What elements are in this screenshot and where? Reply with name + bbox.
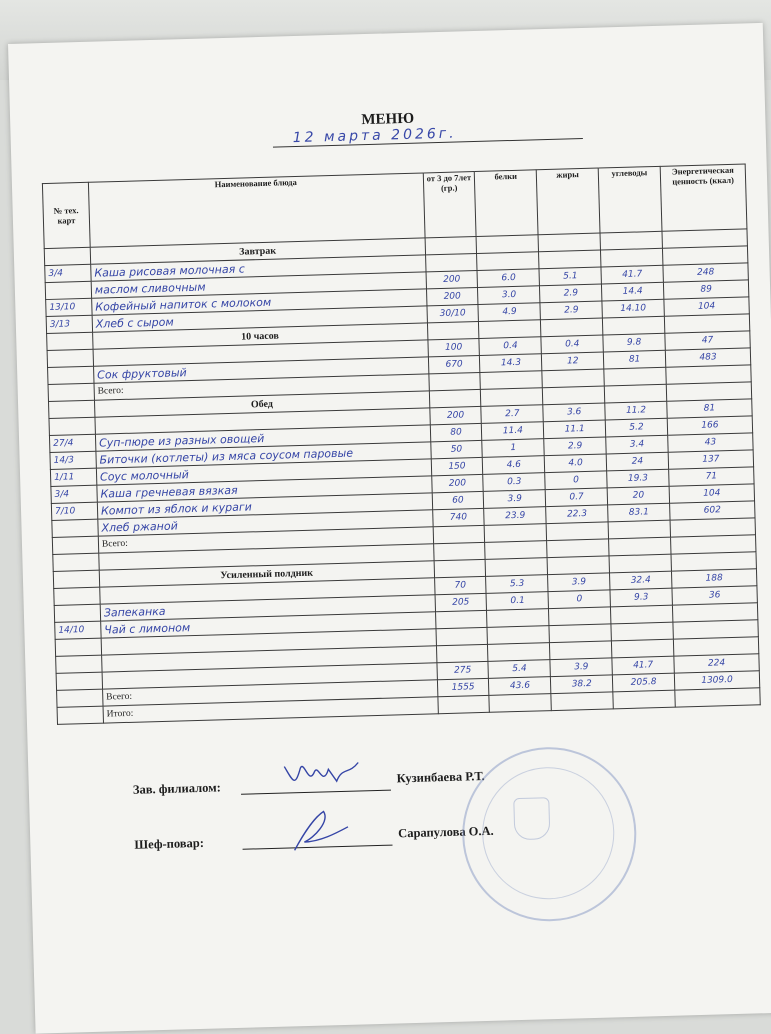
proteins-cell [485,541,547,560]
grams-cell [435,610,487,628]
carbs-cell [604,384,666,403]
carbs-cell: 11.2 [605,401,667,420]
card-no-cell [44,247,90,265]
head-label: Зав. филиалом: [132,780,222,797]
fats-cell [549,624,611,643]
card-no-cell [53,570,99,588]
carbs-cell: 83.1 [608,503,670,522]
head-name: Кузинбаева Р.Т. [396,768,485,786]
dish-name-cell: Всего: [94,374,429,400]
carbs-cell: 9.3 [610,588,672,607]
fats-cell: 38.2 [551,675,613,694]
card-no-cell: 3/4 [45,264,91,282]
carbs-cell [602,316,664,335]
energy-cell: 81 [667,399,752,418]
grams-cell [429,389,481,407]
menu-date: 12 марта 2026г. [273,122,583,148]
energy-cell: 89 [663,280,748,299]
page-title: МЕНЮ [361,110,415,129]
fats-cell: 0.7 [545,488,607,507]
grams-cell: 70 [434,576,486,594]
proteins-cell: 0.4 [479,337,541,356]
header-fats: жиры [536,168,600,235]
energy-cell: 137 [668,450,753,469]
grams-cell: 200 [426,270,478,288]
header-dish-name: Наименование блюда [88,173,424,247]
header-grams: от 3 до 7лет (гр.) [423,172,477,238]
grams-cell: 60 [432,491,484,509]
energy-cell: 483 [665,348,750,367]
fats-cell [547,539,609,558]
grams-cell: 50 [430,440,482,458]
dish-name-cell: Итого: [103,697,438,723]
proteins-cell: 43.6 [489,677,551,696]
proteins-cell: 6.0 [477,269,539,288]
dish-name-cell: Чай с лимоном [101,612,436,638]
fats-cell: 3.9 [550,658,612,677]
fats-cell: 2.9 [540,301,602,320]
fats-cell [549,607,611,626]
card-no-cell [56,655,102,673]
dish-name-cell: Компот из яблок и кураги [97,493,432,519]
proteins-cell: 2.7 [481,405,543,424]
card-no-cell: 13/10 [46,298,92,316]
card-no-cell [47,349,93,367]
grams-cell: 200 [431,474,483,492]
proteins-cell: 1 [482,439,544,458]
grams-cell [425,253,477,271]
card-no-cell: 3/13 [46,315,92,333]
dish-name-cell: Соус молочный [96,459,431,485]
section-title: Завтрак [90,238,425,264]
dish-name-cell: Сок фруктовый [93,357,428,383]
fats-cell [547,556,609,575]
card-no-cell: 1/11 [50,468,96,486]
fats-cell [550,641,612,660]
grams-cell: 740 [432,508,484,526]
fats-cell [538,233,600,252]
menu-table [42,163,761,724]
proteins-cell: 3.0 [478,286,540,305]
card-no-cell [54,587,100,605]
dish-name-cell: Хлеб ржаной [98,510,433,536]
fats-cell: 22.3 [546,505,608,524]
carbs-cell: 41.7 [601,265,663,284]
card-no-cell [53,553,99,571]
card-no-cell: 7/10 [51,502,97,520]
card-no-cell [47,332,93,350]
energy-cell: 248 [663,263,748,282]
energy-cell: 188 [671,569,756,588]
grams-cell [436,644,488,662]
card-no-cell [45,281,91,299]
proteins-cell: 11.4 [482,422,544,441]
grams-cell [427,321,479,339]
grams-cell: 30/10 [427,304,479,322]
proteins-cell [477,252,539,271]
carbs-cell: 32.4 [610,571,672,590]
proteins-cell [488,643,550,662]
carbs-cell: 14.4 [602,282,664,301]
fats-cell: 3.9 [548,573,610,592]
section-title: Обед [94,391,429,417]
energy-cell: 36 [672,586,757,605]
proteins-cell [477,235,539,254]
card-no-cell: 27/4 [49,434,95,452]
section-title: 10 часов [93,323,428,349]
proteins-cell [485,524,547,543]
fats-cell: 5.1 [539,267,601,286]
energy-cell: 43 [668,433,753,452]
dish-name-cell: Суп-пюре из разных овощей [95,425,430,451]
proteins-cell: 5.3 [486,575,548,594]
header-energy: Энергетическая ценность (ккал) [660,164,747,231]
dish-name-cell: маслом сливочным [91,272,426,298]
carbs-cell: 5.2 [605,418,667,437]
proteins-cell [481,388,543,407]
proteins-cell: 4.9 [478,303,540,322]
dish-name-cell: Всего: [98,527,433,553]
proteins-cell [487,626,549,645]
carbs-cell: 14.10 [602,299,664,318]
proteins-cell: 0.3 [483,473,545,492]
fats-cell: 2.9 [540,284,602,303]
carbs-cell: 24 [606,452,668,471]
fats-cell [542,369,604,388]
dish-name-cell: Кофейный напиток с молоком [92,289,427,315]
header-proteins: белки [475,170,539,237]
energy-cell: 104 [664,297,749,316]
fats-cell [543,386,605,405]
carbs-cell: 19.3 [607,469,669,488]
proteins-cell [489,694,551,713]
chef-signature [279,806,360,854]
grams-cell: 275 [436,661,488,679]
grams-cell: 200 [429,406,481,424]
fats-cell: 11.1 [544,420,606,439]
grams-cell [425,236,477,254]
proteins-cell [486,558,548,577]
grams-cell [433,542,485,560]
section-title: Усиленный полдник [99,561,434,587]
fats-cell: 3.6 [543,403,605,422]
header-carbs: углеводы [598,166,662,233]
proteins-cell: 5.4 [488,660,550,679]
carbs-cell [611,622,673,641]
card-no-cell [57,706,103,724]
energy-cell: 224 [674,654,759,673]
proteins-cell: 4.6 [483,456,545,475]
carbs-cell [608,520,670,539]
grams-cell [437,695,489,713]
carbs-cell: 81 [603,350,665,369]
fats-cell [539,250,601,269]
grams-cell: 1555 [437,678,489,696]
energy-cell: 104 [669,484,754,503]
menu-table-body [44,229,760,724]
energy-cell: 602 [670,501,755,520]
card-no-cell [56,672,102,690]
fats-cell: 0 [545,471,607,490]
grams-cell: 100 [427,338,479,356]
official-stamp [460,745,639,924]
fats-cell: 2.9 [544,437,606,456]
carbs-cell [613,690,675,709]
carbs-cell [600,231,662,250]
carbs-cell: 205.8 [612,673,674,692]
fats-cell: 12 [542,352,604,371]
fats-cell: 0.4 [541,335,603,354]
card-no-cell: 14/3 [50,451,96,469]
card-no-cell [49,417,95,435]
card-no-cell [57,689,103,707]
menu-sheet [8,23,771,1034]
dish-name-cell: Всего: [102,680,437,706]
fats-cell [551,692,613,711]
card-no-cell [52,536,98,554]
grams-cell [433,525,485,543]
grams-cell: 80 [430,423,482,441]
fats-cell [541,318,603,337]
grams-cell: 205 [435,593,487,611]
dish-name-cell: Хлеб с сыром [92,306,427,332]
proteins-cell: 0.1 [486,592,548,611]
header-card-no: № тех. карт [42,182,90,248]
energy-cell [675,688,760,707]
card-no-cell [52,519,98,537]
card-no-cell: 3/4 [51,485,97,503]
card-no-cell [48,383,94,401]
grams-cell [428,372,480,390]
card-no-cell [48,366,94,384]
carbs-cell [609,537,671,556]
chef-name: Сарапулова О.А. [397,823,494,841]
carbs-cell [604,367,666,386]
card-no-cell [55,638,101,656]
head-signature [278,756,369,796]
proteins-cell [480,371,542,390]
carbs-cell [609,554,671,573]
chef-label: Шеф-повар: [134,835,205,852]
energy-cell: 47 [665,331,750,350]
fats-cell [546,522,608,541]
grams-cell: 670 [428,355,480,373]
proteins-cell: 14.3 [480,354,542,373]
energy-cell: 166 [667,416,752,435]
dish-name-cell: Каша рисовая молочная с [91,255,426,281]
fats-cell: 0 [548,590,610,609]
grams-cell [434,559,486,577]
card-no-cell [48,400,94,418]
carbs-cell: 3.4 [606,435,668,454]
dish-name-cell: Каша гречневая вязкая [97,476,432,502]
grams-cell: 150 [431,457,483,475]
carbs-cell: 20 [607,486,669,505]
carbs-cell [601,248,663,267]
fats-cell: 4.0 [544,454,606,473]
carbs-cell: 41.7 [612,656,674,675]
grams-cell [436,627,488,645]
proteins-cell: 3.9 [484,490,546,509]
energy-cell: 1309.0 [674,671,759,690]
proteins-cell [487,609,549,628]
card-no-cell [54,604,100,622]
carbs-cell [612,639,674,658]
dish-name-cell: Запеканка [100,595,435,621]
proteins-cell [479,320,541,339]
carbs-cell [611,605,673,624]
energy-cell: 71 [669,467,754,486]
dish-name-cell: Биточки (котлеты) из мяса соусом паровые [96,442,431,468]
card-no-cell: 14/10 [55,621,101,639]
proteins-cell: 23.9 [484,507,546,526]
carbs-cell: 9.8 [603,333,665,352]
grams-cell: 200 [426,287,478,305]
